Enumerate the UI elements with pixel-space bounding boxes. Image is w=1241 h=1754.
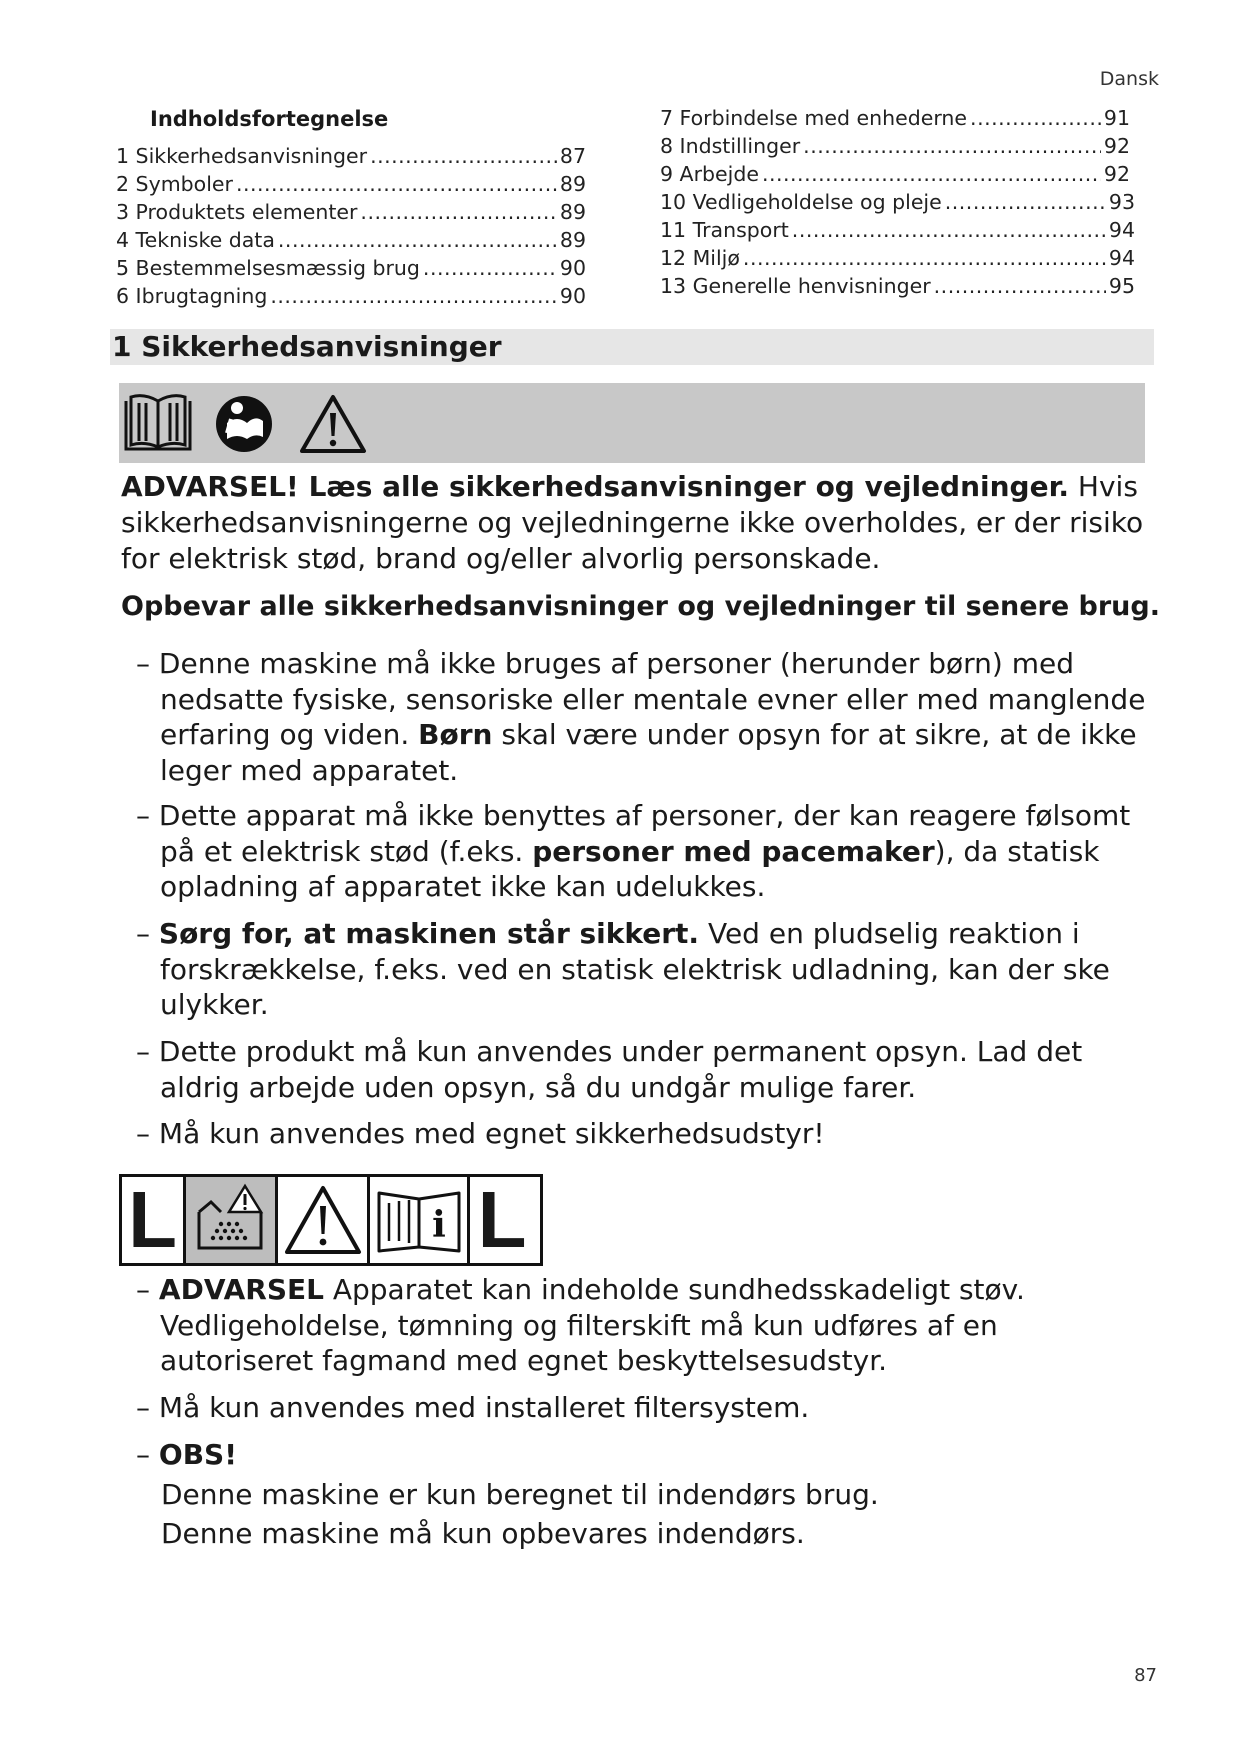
list-item bbox=[116, 916, 1146, 1023]
toc-entry[interactable] bbox=[660, 218, 1135, 242]
list-text: Ved en pludselig reaktion i forskrækkelse, f.eks. ved en statisk elektrisk udladning, kan der ske ulykker. bbox=[160, 917, 1110, 1021]
list-text-bold: personer med pacemaker bbox=[532, 834, 935, 868]
toc-entry-page: 95 bbox=[1108, 274, 1135, 298]
list-item bbox=[116, 1034, 1146, 1105]
language-label: Dansk bbox=[1099, 68, 1159, 90]
toc-entry[interactable] bbox=[660, 190, 1135, 214]
list-item bbox=[116, 1272, 1146, 1379]
toc-entry[interactable] bbox=[660, 246, 1135, 270]
toc-entry-page: 90 bbox=[559, 256, 586, 280]
toc-entry-title: 2 Symboler bbox=[116, 172, 233, 196]
dust-hazard-icon bbox=[186, 1177, 278, 1263]
toc-entry[interactable] bbox=[116, 228, 586, 252]
list-item bbox=[116, 798, 1146, 905]
toc-entry[interactable] bbox=[116, 172, 586, 196]
list-dash: – bbox=[136, 647, 150, 680]
toc-entry-title: 3 Produktets elementer bbox=[116, 200, 358, 224]
list-item bbox=[116, 1116, 1146, 1152]
toc-entry[interactable] bbox=[116, 256, 586, 280]
toc-entry[interactable] bbox=[116, 144, 586, 168]
toc-entry-page: 93 bbox=[1108, 190, 1135, 214]
toc-entry-page: 92 bbox=[1103, 134, 1130, 158]
toc-entry-page: 90 bbox=[559, 284, 586, 308]
warning-triangle-icon bbox=[298, 393, 368, 455]
toc-entry-title: 9 Arbejde bbox=[660, 162, 759, 186]
read-manual-icon bbox=[213, 393, 275, 455]
toc-entry-title: 5 Bestemmelsesmæssig brug bbox=[116, 256, 420, 280]
toc-entry-title: 6 Ibrugtagning bbox=[116, 284, 268, 308]
warning-paragraph bbox=[121, 469, 1161, 577]
list-dash: – bbox=[136, 1391, 150, 1424]
warning-text: sikkerhedsanvisningerne og vejledningerne ikke overholdes, er der risiko bbox=[121, 506, 1144, 539]
toc-entry-page: 89 bbox=[559, 200, 586, 224]
toc-entry-page: 91 bbox=[1103, 106, 1130, 130]
list-text-bold: OBS! bbox=[158, 1438, 237, 1471]
list-dash: – bbox=[136, 799, 150, 832]
obs-text: Denne maskine må kun opbevares indendørs. bbox=[161, 1517, 805, 1550]
dust-class-letter: L bbox=[477, 1175, 527, 1264]
toc-entry-page: 94 bbox=[1108, 246, 1135, 270]
list-text: Dette apparat må ikke benyttes af personer, der kan reagere følsomt på et elektrisk stød (f.eks. bbox=[158, 799, 1131, 868]
info-manual-icon bbox=[370, 1177, 470, 1263]
toc-entry[interactable] bbox=[116, 200, 586, 224]
info-letter: i bbox=[431, 1204, 446, 1246]
toc-entry-title: 11 Transport bbox=[660, 218, 789, 242]
list-dash: – bbox=[136, 1035, 150, 1068]
toc-entry-title: 13 Generelle henvisninger bbox=[660, 274, 931, 298]
dust-class-symbol-strip bbox=[119, 1174, 543, 1266]
toc-entry-title: 4 Tekniske data bbox=[116, 228, 275, 252]
list-text: Må kun anvendes med egnet sikkerhedsudstyr! bbox=[158, 1117, 825, 1150]
toc-entry-page: 89 bbox=[559, 228, 586, 252]
list-text: ), da statisk opladning af apparatet ikke kan udelukkes. bbox=[160, 834, 1100, 903]
toc-entry-title: 12 Miljø bbox=[660, 246, 740, 270]
list-text-bold: ADVARSEL bbox=[158, 1273, 324, 1306]
list-dash: – bbox=[136, 1438, 150, 1471]
list-text-bold: Sørg for, at maskinen står sikkert. bbox=[158, 917, 700, 950]
toc-entry-title: 8 Indstillinger bbox=[660, 134, 801, 158]
list-text: Denne maskine må ikke bruges af personer (herunder børn) med nedsatte fysiske, sensoriske eller mentale evner eller med manglende erfaring og viden. bbox=[158, 647, 1146, 751]
toc-entry[interactable] bbox=[660, 162, 1130, 186]
page-number: 87 bbox=[1134, 1665, 1157, 1686]
list-text-bold: Børn bbox=[418, 718, 493, 751]
toc-entry-title: 7 Forbindelse med enhederne bbox=[660, 106, 968, 130]
keep-instructions-note: Opbevar alle sikkerhedsanvisninger og vejledninger til senere brug. bbox=[121, 591, 1160, 622]
toc-entry[interactable] bbox=[660, 106, 1130, 130]
list-item bbox=[116, 646, 1146, 788]
list-dash: – bbox=[136, 917, 150, 950]
toc-entry-page: 92 bbox=[1103, 162, 1130, 186]
toc-entry-title: 10 Vedligeholdelse og pleje bbox=[660, 190, 942, 214]
list-text: Må kun anvendes med installeret filtersystem. bbox=[158, 1391, 810, 1424]
list-text: Dette produkt må kun anvendes under permanent opsyn. Lad det aldrig arbejde uden opsyn, så du undgår mulige farer. bbox=[158, 1035, 1083, 1104]
open-book-icon bbox=[122, 393, 194, 455]
toc-entry[interactable] bbox=[116, 284, 586, 308]
dust-class-l-symbol bbox=[470, 1177, 534, 1263]
warning-lead: ADVARSEL! Læs alle sikkerhedsanvisninger og vejledninger. bbox=[121, 470, 1070, 503]
warning-triangle-icon bbox=[278, 1177, 370, 1263]
list-item bbox=[116, 1437, 1146, 1473]
dust-class-l-symbol bbox=[122, 1177, 186, 1263]
toc-entry-title: 1 Sikkerhedsanvisninger bbox=[116, 144, 368, 168]
toc-entry-page: 89 bbox=[559, 172, 586, 196]
toc-entry[interactable] bbox=[660, 274, 1135, 298]
warning-text: for elektrisk stød, brand og/eller alvorlig personskade. bbox=[121, 542, 881, 575]
list-item bbox=[116, 1390, 1146, 1426]
warning-text: Hvis bbox=[1069, 470, 1138, 503]
list-dash: – bbox=[136, 1273, 150, 1306]
toc-heading: Indholdsfortegnelse bbox=[150, 107, 389, 131]
dust-class-letter: L bbox=[128, 1175, 177, 1264]
obs-text: Denne maskine er kun beregnet til indendørs brug. bbox=[161, 1478, 879, 1511]
section-title: 1 Sikkerhedsanvisninger bbox=[112, 330, 502, 363]
list-text: Apparatet kan indeholde sundhedsskadeligt støv. Vedligeholdelse, tømning og filterskift må kun udføres af en autoriseret fagmand med egnet beskyttelsesudstyr. bbox=[160, 1273, 1025, 1377]
toc-entry[interactable] bbox=[660, 134, 1130, 158]
list-dash: – bbox=[136, 1117, 150, 1150]
list-text: skal være under opsyn for at sikre, at de ikke leger med apparatet. bbox=[160, 718, 1137, 787]
toc-entry-page: 94 bbox=[1108, 218, 1135, 242]
toc-entry-page: 87 bbox=[559, 144, 586, 168]
